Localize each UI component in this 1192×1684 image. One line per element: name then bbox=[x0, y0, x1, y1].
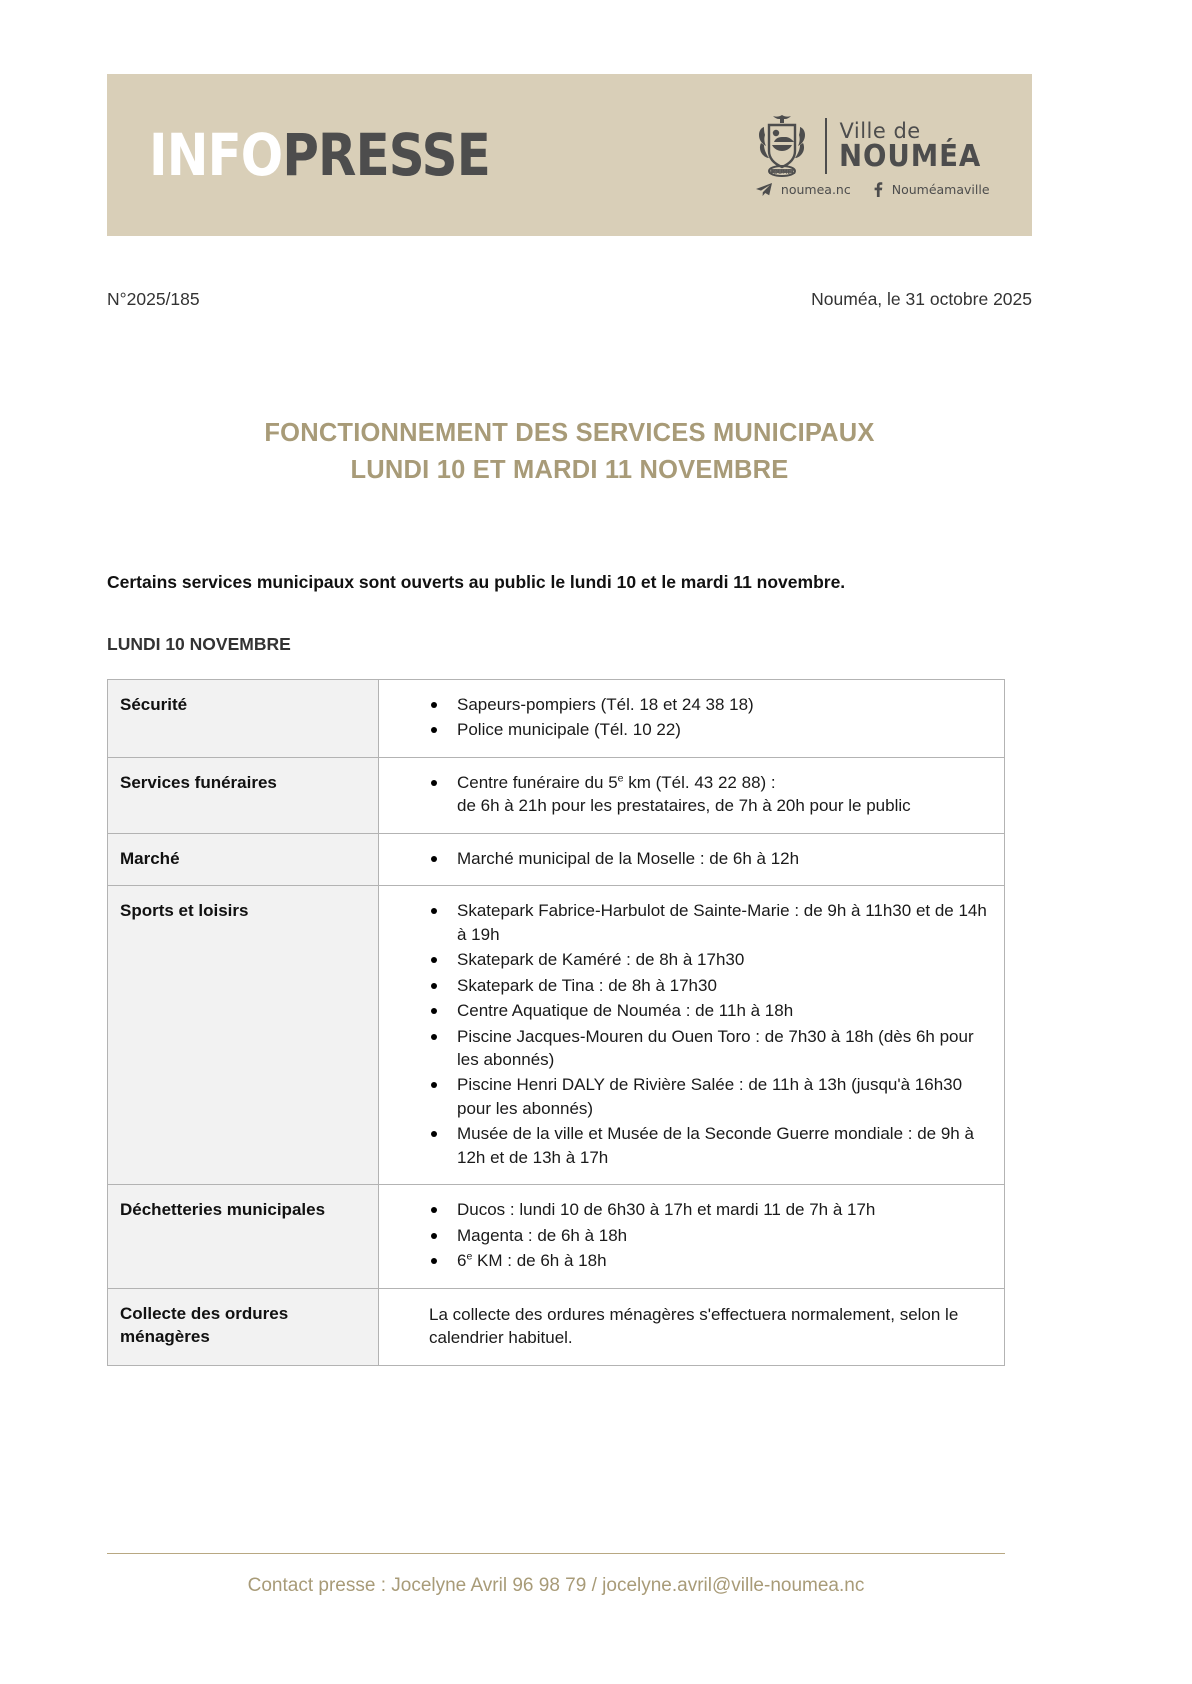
logo-divider bbox=[825, 118, 827, 174]
list-item: Police municipale (Tél. 10 22) bbox=[427, 718, 992, 741]
document-meta-line bbox=[107, 289, 1032, 310]
facebook-icon bbox=[873, 182, 883, 197]
intro-paragraph: Certains services municipaux sont ouverts au public le lundi 10 et le mardi 11 novembre. bbox=[107, 572, 846, 592]
service-bullet-list bbox=[379, 899, 992, 1169]
table-row bbox=[108, 680, 1005, 758]
page-title-line-1: FONCTIONNEMENT DES SERVICES MUNICIPAUX bbox=[264, 419, 875, 447]
service-details-cell bbox=[379, 1288, 1005, 1365]
list-item: Skatepark Fabrice-Harbulot de Sainte-Marie : de 9h à 11h30 et de 14h à 19h bbox=[427, 899, 992, 946]
service-bullet-list bbox=[379, 847, 992, 870]
logo-city-label: NOUMÉA bbox=[839, 138, 982, 174]
service-details-cell bbox=[379, 886, 1005, 1185]
wordmark-presse: PRESSE bbox=[282, 121, 490, 189]
service-details-cell bbox=[379, 833, 1005, 885]
list-item: Skatepark de Kaméré : de 8h à 17h30 bbox=[427, 948, 992, 971]
list-item: Centre Aquatique de Nouméa : de 11h à 18h bbox=[427, 999, 992, 1022]
paper-plane-icon bbox=[756, 183, 772, 196]
service-category-label: Services funéraires bbox=[108, 757, 379, 833]
social-website-label[interactable]: noumea.nc bbox=[780, 182, 851, 197]
social-facebook-label[interactable]: Nouméamaville bbox=[891, 182, 990, 197]
service-category-label: Sécurité bbox=[108, 680, 379, 758]
list-item: Musée de la ville et Musée de la Seconde Guerre mondiale : de 9h à 12h et de 13h à 17h bbox=[427, 1122, 992, 1169]
list-item: Magenta : de 6h à 18h bbox=[427, 1224, 992, 1247]
dateline: Nouméa, le 31 octobre 2025 bbox=[811, 289, 1032, 309]
service-details-cell bbox=[379, 680, 1005, 758]
wordmark-info: INFO bbox=[149, 121, 283, 189]
table-row bbox=[108, 757, 1005, 833]
service-bullet-list bbox=[379, 771, 992, 818]
services-table-body bbox=[108, 680, 1005, 1366]
page-title-line-2: LUNDI 10 ET MARDI 11 NOVEMBRE bbox=[350, 455, 789, 484]
social-links-row bbox=[756, 182, 990, 197]
table-row bbox=[108, 886, 1005, 1185]
table-row bbox=[108, 833, 1005, 885]
service-bullet-list bbox=[379, 1198, 992, 1272]
ville-de-noumea-logo bbox=[751, 113, 994, 197]
list-item: Marché municipal de la Moselle : de 6h à 12h bbox=[427, 847, 992, 870]
svg-text:NOUMEA: NOUMEA bbox=[769, 169, 796, 176]
service-details-cell bbox=[379, 1185, 1005, 1288]
service-category-label: Marché bbox=[108, 833, 379, 885]
page-title bbox=[107, 415, 1032, 489]
list-item: Piscine Henri DALY de Rivière Salée : de 11h à 13h (jusqu'à 16h30 pour les abonnés) bbox=[427, 1073, 992, 1120]
service-category-label: Sports et loisirs bbox=[108, 886, 379, 1185]
footer-divider bbox=[107, 1553, 1005, 1554]
services-table bbox=[107, 679, 1005, 1366]
header-banner bbox=[107, 74, 1032, 236]
service-bullet-list bbox=[379, 693, 992, 742]
list-item: Piscine Jacques-Mouren du Ouen Toro : de 7h30 à 18h (dès 6h pour les abonnés) bbox=[427, 1025, 992, 1072]
logo-ville-label: Ville de bbox=[839, 118, 921, 143]
table-row bbox=[108, 1185, 1005, 1288]
table-row bbox=[108, 1288, 1005, 1365]
list-item: Sapeurs-pompiers (Tél. 18 et 24 38 18) bbox=[427, 693, 992, 716]
service-category-label: Déchetteries municipales bbox=[108, 1185, 379, 1288]
list-item: Skatepark de Tina : de 8h à 17h30 bbox=[427, 974, 992, 997]
noumea-coat-of-arms-icon bbox=[751, 113, 813, 179]
logo-main-row bbox=[751, 113, 994, 179]
service-details-cell bbox=[379, 757, 1005, 833]
reference-number: N°2025/185 bbox=[107, 289, 200, 309]
footer-contact: Contact presse : Jocelyne Avril 96 98 79 / jocelyne.avril@ville-noumea.nc bbox=[247, 1575, 865, 1596]
logo-text-block bbox=[839, 118, 994, 174]
day-heading: LUNDI 10 NOVEMBRE bbox=[107, 634, 291, 654]
list-item: Ducos : lundi 10 de 6h30 à 17h et mardi 11 de 7h à 17h bbox=[427, 1198, 992, 1221]
list-item: Centre funéraire du 5e km (Tél. 43 22 88) : de 6h à 21h pour les prestataires, de 7h à 20h pour le public bbox=[427, 771, 992, 818]
infopresse-wordmark bbox=[149, 121, 490, 189]
list-item: 6e KM : de 6h à 18h bbox=[427, 1249, 992, 1272]
service-category-label: Collecte des ordures ménagères bbox=[108, 1288, 379, 1365]
service-plain-text: La collecte des ordures ménagères s'effectuera normalement, selon le calendrier habituel. bbox=[429, 1304, 959, 1348]
